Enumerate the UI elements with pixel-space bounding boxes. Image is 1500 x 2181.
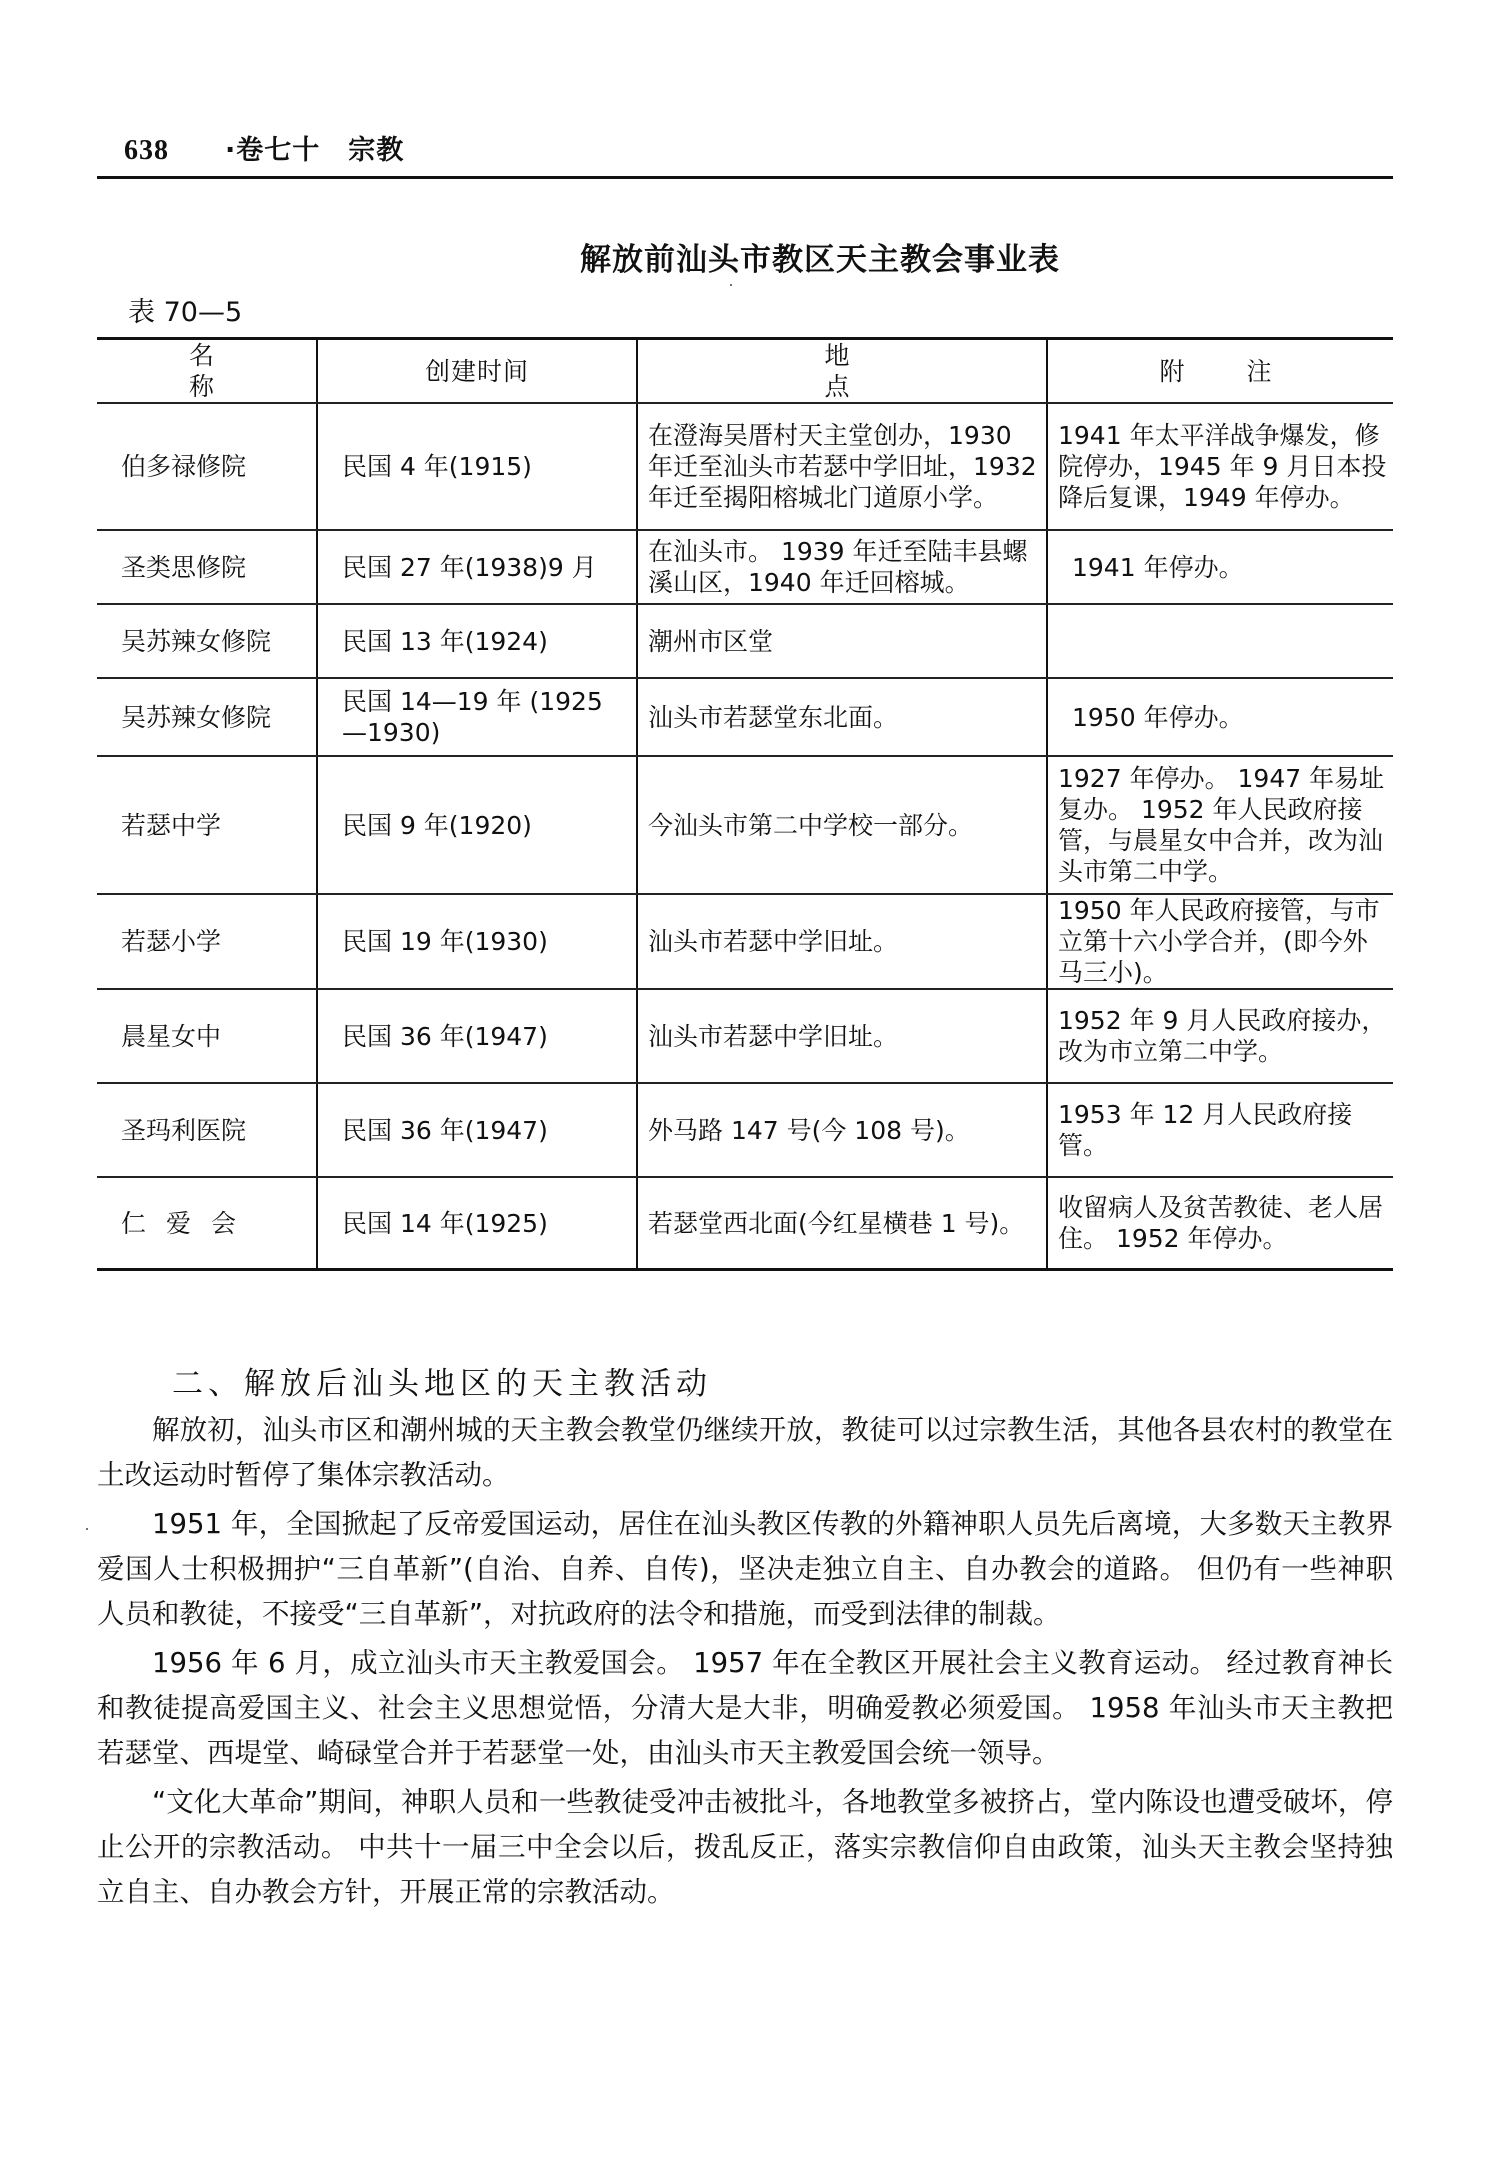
scan-speck (86, 1528, 88, 1530)
paragraph: 1951 年，全国掀起了反帝爱国运动，居住在汕头教区传教的外籍神职人员先后离境，大多数天主教界爱国人士积极拥护“三自革新”(自治、自养、自传)，坚决走独立自主、自办教会的道路。 但仍有一些神职人员和教徒，不接受“三自革新”，对抗政府的法令和措施，而受到法律的制裁。 (97, 1508, 1393, 1630)
running-head (124, 128, 404, 167)
cell-founded: 民国 36 年(1947) (317, 989, 637, 1083)
cell-note: 1950 年人民政府接管，与市立第十六小学合并，(即今外马三小)。 (1047, 894, 1393, 989)
institutions-table (97, 337, 1393, 1271)
table-row (97, 403, 1393, 530)
cell-note (1047, 604, 1393, 678)
cell-location: 若瑟堂西北面(今红星横巷 1 号)。 (637, 1177, 1047, 1270)
cell-note: 1950 年停办。 (1047, 678, 1393, 756)
cell-location: 汕头市若瑟堂东北面。 (637, 678, 1047, 756)
table-row (97, 1083, 1393, 1177)
page-number: 638 (124, 135, 169, 166)
column-header-founded: 创建时间 (317, 339, 637, 404)
cell-founded: 民国 14—19 年 (1925—1930) (317, 678, 637, 756)
column-header-name: 名称 (97, 339, 317, 404)
cell-location: 在汕头市。 1939 年迁至陆丰县螺溪山区，1940 年迁回榕城。 (637, 530, 1047, 604)
body-text (97, 1408, 1393, 1919)
table-row (97, 678, 1393, 756)
cell-name: 吴苏辣女修院 (97, 678, 317, 756)
cell-note: 收留病人及贫苦教徒、老人居住。 1952 年停办。 (1047, 1177, 1393, 1270)
cell-name: 圣类思修院 (97, 530, 317, 604)
scan-speck (730, 284, 732, 286)
cell-location: 今汕头市第二中学校一部分。 (637, 756, 1047, 894)
cell-location: 汕头市若瑟中学旧址。 (637, 989, 1047, 1083)
header-rule (97, 176, 1393, 179)
cell-founded: 民国 14 年(1925) (317, 1177, 637, 1270)
cell-founded: 民国 36 年(1947) (317, 1083, 637, 1177)
cell-location: 外马路 147 号(今 108 号)。 (637, 1083, 1047, 1177)
cell-note: 1941 年停办。 (1047, 530, 1393, 604)
paragraph: 1956 年 6 月，成立汕头市天主教爱国会。 1957 年在全教区开展社会主义教育运动。 经过教育神长和教徒提高爱国主义、社会主义思想觉悟，分清大是大非，明确爱教必须爱国。 1958 年汕头市天主教把若瑟堂、西堤堂、崎碌堂合并于若瑟堂一处，由汕头市天主教爱国会统一领导。 (97, 1647, 1393, 1769)
cell-name: 吴苏辣女修院 (97, 604, 317, 678)
cell-note: 1941 年太平洋战争爆发，修院停办，1945 年 9 月日本投降后复课，1949 年停办。 (1047, 403, 1393, 530)
cell-name: 圣玛利医院 (97, 1083, 317, 1177)
table-header-row (97, 339, 1393, 404)
chapter-title: ·卷七十 宗教 (225, 135, 405, 166)
paragraph: “文化大革命”期间，神职人员和一些教徒受冲击被批斗，各地教堂多被挤占，堂内陈设也遭受破坏，停止公开的宗教活动。 中共十一届三中全会以后，拨乱反正，落实宗教信仰自由政策，汕头天主教会坚持独立自主、自办教会方针，开展正常的宗教活动。 (97, 1786, 1393, 1908)
cell-founded: 民国 19 年(1930) (317, 894, 637, 989)
cell-founded: 民国 13 年(1924) (317, 604, 637, 678)
section-heading: 二、解放后汕头地区的天主教活动 (172, 1365, 712, 1402)
cell-name: 仁爱会 (97, 1177, 317, 1270)
cell-note: 1953 年 12 月人民政府接管。 (1047, 1083, 1393, 1177)
cell-name: 若瑟中学 (97, 756, 317, 894)
cell-location: 潮州市区堂 (637, 604, 1047, 678)
cell-founded: 民国 9 年(1920) (317, 756, 637, 894)
cell-location: 在澄海吴厝村天主堂创办，1930 年迁至汕头市若瑟中学旧址，1932 年迁至揭阳榕城北门道原小学。 (637, 403, 1047, 530)
table-row (97, 530, 1393, 604)
cell-name: 若瑟小学 (97, 894, 317, 989)
paragraph: 解放初，汕头市区和潮州城的天主教会教堂仍继续开放，教徒可以过宗教生活，其他各县农村的教堂在土改运动时暂停了集体宗教活动。 (97, 1414, 1393, 1491)
cell-note: 1927 年停办。 1947 年易址复办。 1952 年人民政府接管，与晨星女中合并，改为汕头市第二中学。 (1047, 756, 1393, 894)
cell-name: 伯多禄修院 (97, 403, 317, 530)
table-row (97, 894, 1393, 989)
table-title: 解放前汕头市教区天主教会事业表 (580, 242, 1060, 278)
cell-founded: 民国 27 年(1938)9 月 (317, 530, 637, 604)
table-number: 表 70—5 (128, 297, 243, 328)
column-header-location: 地点 (637, 339, 1047, 404)
table-row (97, 989, 1393, 1083)
cell-name: 晨星女中 (97, 989, 317, 1083)
table-row (97, 1177, 1393, 1270)
column-header-note: 附注 (1047, 339, 1393, 404)
table-row (97, 756, 1393, 894)
cell-founded: 民国 4 年(1915) (317, 403, 637, 530)
cell-note: 1952 年 9 月人民政府接办，改为市立第二中学。 (1047, 989, 1393, 1083)
table-row (97, 604, 1393, 678)
cell-location: 汕头市若瑟中学旧址。 (637, 894, 1047, 989)
